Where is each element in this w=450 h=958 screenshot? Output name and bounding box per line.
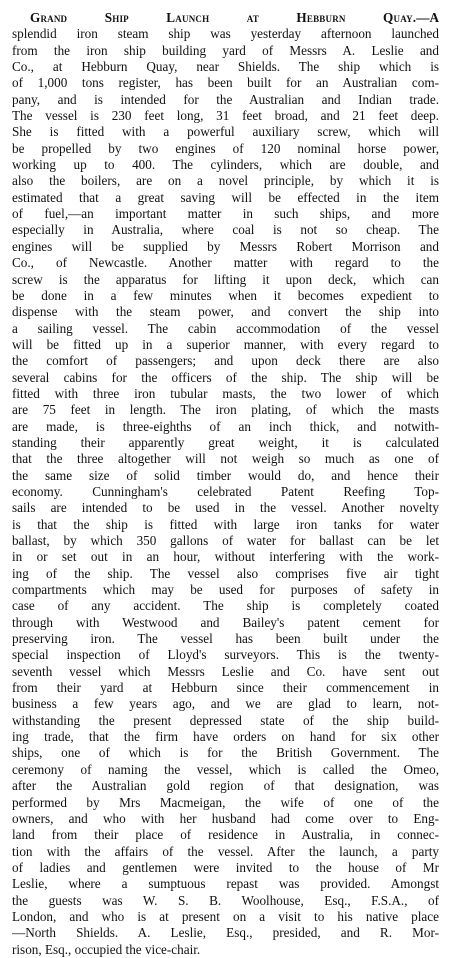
article-line: will be fitted up in a superior manner, with every regard to — [12, 336, 439, 352]
article-line-1 — [12, 10, 439, 26]
article-line: She is fitted with a powerful auxiliary screw, which will — [12, 124, 439, 140]
article-line: from their yard at Hebburn since their commencement in — [12, 680, 439, 696]
article-line: Co., at Hebburn Quay, near Shields. The ship which is — [12, 59, 439, 75]
article-line: be done in a few minutes when it becomes expedient to — [12, 287, 439, 303]
article-line: seventh vessel which Messrs Leslie and Co. have sent out — [12, 663, 439, 679]
article-line-final: rison, Esq., occupied the vice-chair. — [12, 941, 201, 957]
article-line: from the iron ship building yard of Messrs A. Leslie and — [12, 42, 439, 58]
article-line: fitted with three iron tubular masts, the two lower of which — [12, 385, 439, 401]
article-line: ing trade, that the firm have orders on hand for six other — [12, 729, 439, 745]
article-line: in or set out in an hour, without interfering with the work- — [12, 549, 439, 565]
article-line: that the three altogether will not weigh so much as one of — [12, 451, 439, 467]
article-line: ing of the ship. The vessel also comprises five air tight — [12, 565, 439, 581]
article-line: pany, and is intended for the Australian and Indian trade. — [12, 91, 439, 107]
article-line: especially in Australia, where coal is not so cheap. The — [12, 222, 439, 238]
article-line: of 1,000 tons register, has been built for an Australian com- — [12, 75, 439, 91]
headline-dash: —A — [416, 10, 439, 25]
article-line: case of any accident. The ship is completely coated — [12, 598, 439, 614]
article-line: the guests was W. S. B. Woolhouse, Esq., F.S.A., of — [12, 892, 439, 908]
article-line: of fuel,—an important matter in such ships, and more — [12, 206, 439, 222]
article-line: tion with the affairs of the vessel. After the launch, a party — [12, 843, 439, 859]
article-line: splendid iron steam ship was yesterday afternoon launched — [12, 26, 439, 42]
article-line: preserving iron. The vessel has been built under the — [12, 631, 439, 647]
article-line: working up to 400. The cylinders, which are double, and — [12, 157, 439, 173]
newspaper-article — [12, 10, 439, 958]
article-line: sails are intended to be used in the vessel. Another novelty — [12, 500, 439, 516]
article-line: several cabins for the officers of the ship. The ship will be — [12, 369, 439, 385]
article-line: the same size of solid timber would do, and hence their — [12, 467, 439, 483]
article-line: compartments which may be used for purposes of safety in — [12, 582, 439, 598]
article-line: owners, and who with her husband had come over to Eng- — [12, 810, 439, 826]
article-line: dispense with the steam power, and convert the ship into — [12, 304, 439, 320]
article-line: engines will be supplied by Messrs Robert Morrison and — [12, 238, 439, 254]
article-line: of ladies and gentlemen were invited to the house of Mr — [12, 859, 439, 875]
article-line: special inspection of Lloyd's surveyors. This is the twenty- — [12, 647, 439, 663]
article-line: business a few years ago, and we are glad to learn, not- — [12, 696, 439, 712]
article-line: are made, is three-eighths of an inch thick, and notwith- — [12, 418, 439, 434]
article-line: a sailing vessel. The cabin accommodation of the vessel — [12, 320, 439, 336]
article-line: screw is the apparatus for lifting it upon deck, which can — [12, 271, 439, 287]
article-line: ballast, by which 350 gallons of water for ballast can be let — [12, 533, 439, 548]
article-line: land from their place of residence in Australia, in connec- — [12, 827, 439, 843]
article-line: performed by Mrs Macmeigan, the wife of one of the — [12, 794, 439, 810]
article-line: withstanding the present depressed state of the ship build- — [12, 712, 439, 728]
article-line: London, and who is at present on a visit to his native place — [12, 908, 439, 924]
article-line: The vessel is 230 feet long, 31 feet broad, and 21 feet deep. — [12, 108, 439, 124]
article-line: ceremony of naming the vessel, which is called the Omeo, — [12, 761, 439, 777]
article-line: ships, one of which is for the British Government. The — [12, 745, 439, 761]
article-line: also the boilers, are on a novel principle, by which it is — [12, 173, 439, 189]
article-line: economy. Cunningham's celebrated Patent Reefing Top- — [12, 483, 439, 499]
article-line: the comfort of passengers; and upon deck there are also — [12, 353, 439, 369]
article-line: Leslie, where a sumptuous repast was provided. Amongst — [12, 876, 439, 892]
article-line: after the Australian gold region of that designation, was — [12, 778, 439, 794]
article-line: be propelled by two engines of 120 nominal horse power, — [12, 140, 439, 156]
article-line: standing their apparently great weight, it is calculated — [12, 434, 439, 450]
article-line: through with Westwood and Bailey's patent cement for — [12, 614, 439, 630]
article-line: —North Shields. A. Leslie, Esq., presided, and R. Mor- — [12, 925, 439, 941]
article-line: estimated that a great saving will be effected in the item — [12, 189, 439, 205]
article-line: are 75 feet in length. The iron plating, of which the masts — [12, 402, 439, 418]
article-line: is that the ship is fitted with large iron tanks for water — [12, 516, 439, 532]
article-line: Co., of Newcastle. Another matter with regard to the — [12, 255, 439, 271]
article-headline: Grand Ship Launch at Hebburn Quay. — [30, 10, 417, 25]
